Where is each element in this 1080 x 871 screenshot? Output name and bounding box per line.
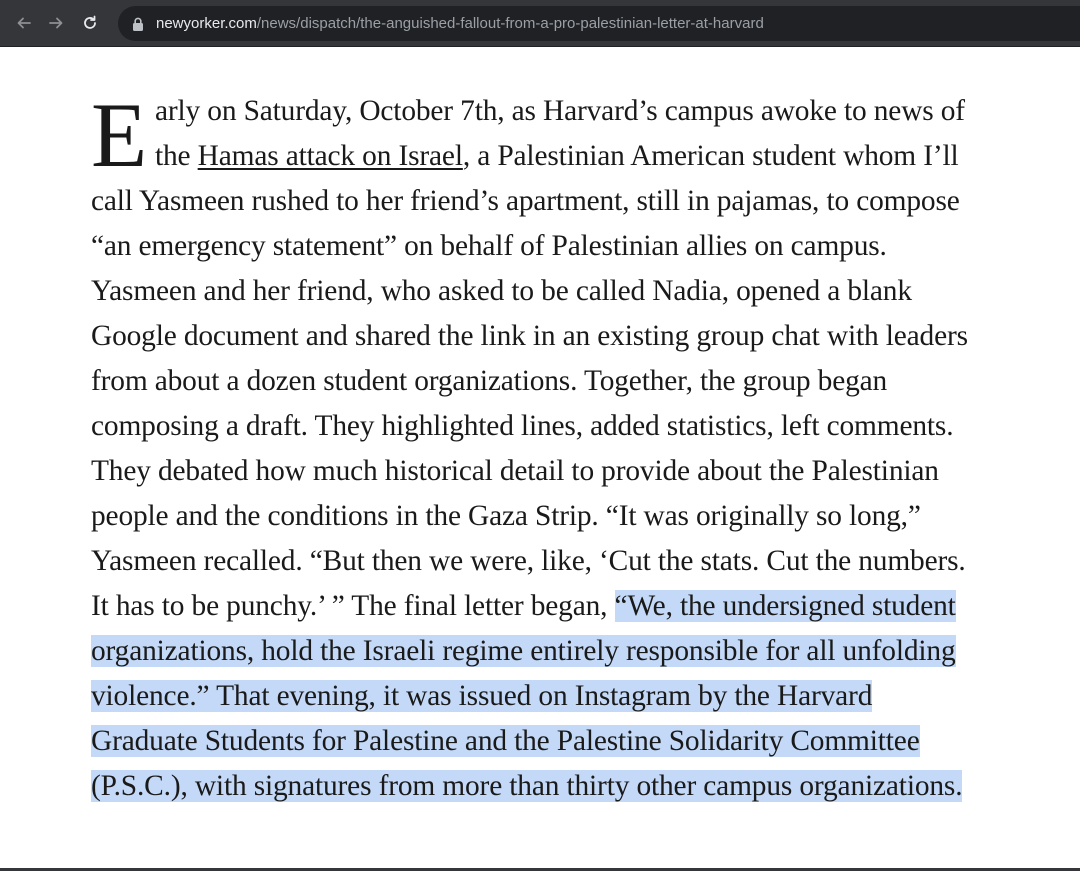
highlighted-text[interactable]: “We, the undersigned student — [614, 590, 956, 622]
highlighted-text[interactable]: (P.S.C.), with signatures from more than thirty other campus organizations. — [91, 770, 963, 802]
hamas-attack-link[interactable]: Hamas attack on Israel — [197, 140, 463, 172]
highlighted-text[interactable]: organizations, hold the Israeli regime entirely responsible for all unfolding — [91, 635, 956, 667]
article-line: Yasmeen recalled. “But then we were, like, ‘Cut the stats. Cut the numbers. — [91, 545, 966, 577]
url-domain: newyorker.com — [156, 15, 257, 32]
article-line — [91, 764, 1021, 809]
article-line: They debated how much historical detail to provide about the Palestinian — [91, 455, 939, 487]
article-line: the Hamas attack on Israel, a Palestinian American student whom I’ll — [155, 140, 959, 172]
article-line — [91, 719, 1021, 764]
article-body — [91, 84, 1021, 809]
forward-arrow-icon[interactable] — [42, 9, 70, 37]
url-text[interactable] — [156, 15, 764, 32]
address-bar[interactable] — [118, 6, 1080, 41]
drop-cap: E — [91, 84, 148, 186]
article-line: Yasmeen and her friend, who asked to be called Nadia, opened a blank — [91, 275, 912, 307]
back-arrow-icon[interactable] — [10, 9, 38, 37]
lock-icon[interactable] — [132, 16, 146, 32]
article-line: from about a dozen student organizations. Together, the group began — [91, 365, 888, 397]
article-line — [91, 629, 1021, 674]
article-line: “an emergency statement” on behalf of Palestinian allies on campus. — [91, 230, 887, 262]
url-path: /news/dispatch/the-anguished-fallout-from-a-pro-palestinian-letter-at-harvard — [256, 15, 764, 32]
article-line: call Yasmeen rushed to her friend’s apartment, still in pajamas, to compose — [91, 185, 960, 217]
article-line: composing a draft. They highlighted lines, added statistics, left comments. — [91, 410, 954, 442]
highlighted-text[interactable]: violence.” That evening, it was issued on Instagram by the Harvard — [91, 680, 873, 712]
article-line: Google document and shared the link in an existing group chat with leaders — [91, 320, 968, 352]
article-line: arly on Saturday, October 7th, as Harvard’s campus awoke to news of — [155, 95, 965, 127]
browser-toolbar — [0, 0, 1080, 47]
article-line: people and the conditions in the Gaza Strip. “It was originally so long,” — [91, 500, 921, 532]
highlighted-text[interactable]: Graduate Students for Palestine and the Palestine Solidarity Committee — [91, 725, 920, 757]
article-line: It has to be punchy.’ ” The final letter began, “We, the undersigned student — [91, 590, 956, 622]
article-line — [91, 674, 1021, 719]
reload-icon[interactable] — [76, 9, 104, 37]
